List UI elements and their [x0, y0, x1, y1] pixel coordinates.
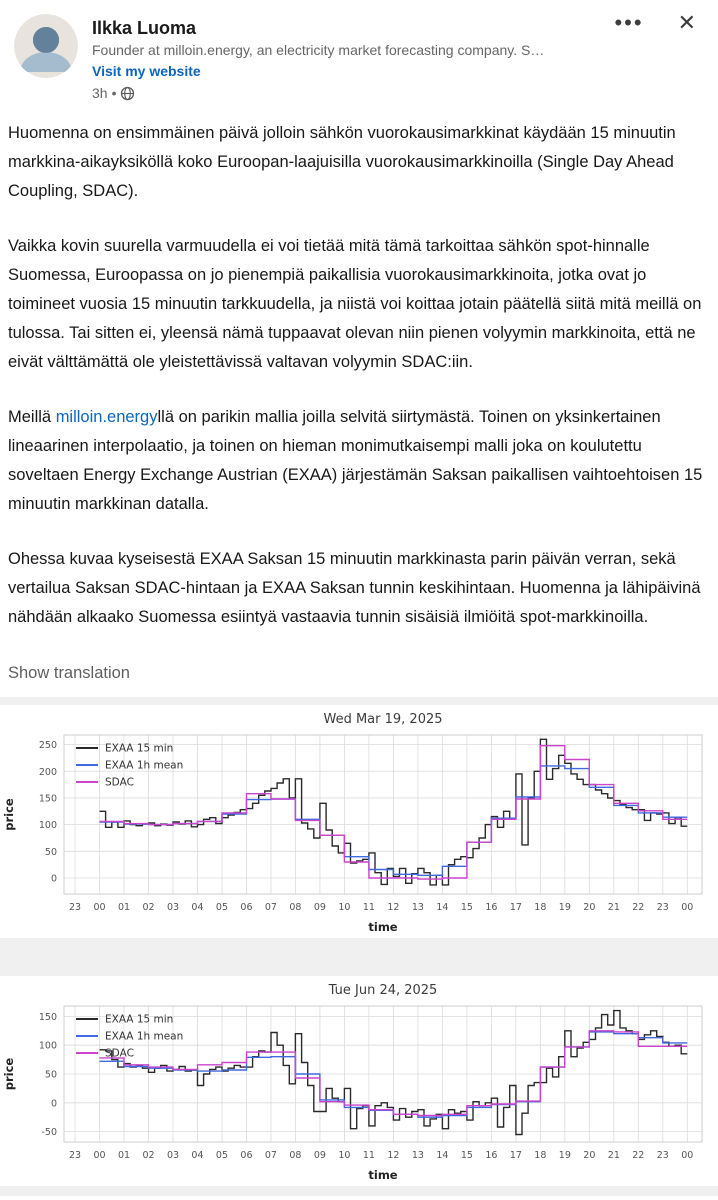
- post-age: 3h: [92, 85, 108, 102]
- svg-text:15: 15: [460, 901, 473, 913]
- show-translation-button[interactable]: Show translation: [8, 663, 130, 682]
- svg-text:0: 0: [50, 873, 57, 885]
- svg-text:150: 150: [38, 1011, 57, 1023]
- svg-text:12: 12: [387, 1149, 400, 1161]
- svg-text:20: 20: [583, 901, 596, 913]
- svg-text:11: 11: [362, 1149, 375, 1161]
- svg-text:03: 03: [166, 1149, 180, 1161]
- paragraph-1: Huomenna on ensimmäinen päivä jolloin sähkön vuorokausimarkkinat käydään 15 minuutin markkina-aikayksiköllä koko Euroopan-laajuisilla vuorokausimarkkinoilla (Single Day Ahead Coupling, SDAC).: [8, 123, 676, 200]
- paragraph-3: [8, 403, 708, 519]
- svg-text:12: 12: [387, 901, 400, 913]
- svg-text:15: 15: [460, 1149, 473, 1161]
- svg-text:Wed Mar 19, 2025: Wed Mar 19, 2025: [323, 711, 443, 727]
- author-name[interactable]: Ilkka Luoma: [92, 18, 197, 38]
- svg-text:02: 02: [142, 901, 155, 913]
- svg-text:08: 08: [289, 901, 302, 913]
- svg-text:50: 50: [44, 1069, 57, 1081]
- visit-website-link[interactable]: Visit my website: [92, 63, 201, 80]
- svg-text:21: 21: [607, 1149, 620, 1161]
- svg-text:EXAA 1h mean: EXAA 1h mean: [105, 759, 184, 772]
- svg-text:100: 100: [38, 819, 57, 831]
- chart-tue-jun-24[interactable]: [0, 976, 718, 1186]
- attachment-gap: [0, 1186, 718, 1196]
- svg-text:10: 10: [338, 901, 351, 913]
- svg-text:price: price: [2, 1057, 16, 1090]
- svg-text:150: 150: [38, 793, 57, 805]
- post-image-attachment: [0, 697, 718, 1196]
- svg-text:00: 00: [93, 1149, 106, 1161]
- post-body: [0, 105, 718, 632]
- svg-text:14: 14: [436, 901, 449, 913]
- svg-text:200: 200: [38, 766, 57, 778]
- svg-text:09: 09: [313, 1149, 326, 1161]
- svg-text:SDAC: SDAC: [105, 1047, 134, 1060]
- author-headline: Founder at milloin.energy, an electricity market forecasting company. S…: [92, 42, 545, 59]
- attachment-gap: [0, 697, 718, 705]
- svg-text:23: 23: [656, 1149, 669, 1161]
- svg-text:21: 21: [607, 901, 620, 913]
- paragraph-4: Ohessa kuvaa kyseisestä EXAA Saksan 15 minuutin markkinasta parin päivän verran, sekä vertailua Saksan SDAC-hintaan ja EXAA Saksan tunnin keskihintaan. Huomenna ja lähipäivinä nähdään alkaako Suomessa esiintyä vastaavia tunnin sisäisiä ilmiöitä spot-markkinoilla.: [8, 549, 701, 626]
- svg-text:20: 20: [583, 1149, 596, 1161]
- svg-text:100: 100: [38, 1040, 57, 1052]
- svg-text:-50: -50: [41, 1126, 57, 1138]
- svg-text:EXAA 15 min: EXAA 15 min: [105, 742, 174, 755]
- svg-text:18: 18: [534, 901, 547, 913]
- svg-text:16: 16: [485, 1149, 498, 1161]
- svg-text:23: 23: [656, 901, 669, 913]
- svg-text:SDAC: SDAC: [105, 776, 134, 789]
- svg-text:01: 01: [117, 901, 131, 913]
- svg-text:time: time: [368, 919, 398, 934]
- chart-wed-mar-19[interactable]: [0, 705, 718, 938]
- avatar[interactable]: [14, 14, 78, 78]
- price-chart-mar19: [0, 705, 718, 938]
- svg-text:02: 02: [142, 1149, 155, 1161]
- svg-text:05: 05: [215, 901, 229, 913]
- svg-text:22: 22: [632, 1149, 645, 1161]
- svg-text:17: 17: [509, 1149, 522, 1161]
- svg-text:17: 17: [509, 901, 522, 913]
- svg-text:05: 05: [215, 1149, 229, 1161]
- svg-text:09: 09: [313, 901, 326, 913]
- paragraph-3-rest: llä on parikin mallia joilla selvitä siirtymästä. Toinen on yksinkertainen lineaarinen interpolaatio, ja toinen on hieman monimutkaisempi malli joka on koulutettu soveltaen Energy Exchange Austrian (EXAA) järjestämän Saksan paikallisen vaihtoehtoisen 15 minuutin markkinan datalla.: [8, 407, 703, 513]
- milloin-energy-link[interactable]: milloin.energy: [55, 407, 158, 426]
- svg-text:07: 07: [264, 901, 277, 913]
- svg-text:250: 250: [38, 739, 57, 751]
- svg-text:13: 13: [411, 901, 424, 913]
- svg-text:time: time: [368, 1167, 398, 1182]
- svg-text:14: 14: [436, 1149, 449, 1161]
- paragraph-2: Vaikka kovin suurella varmuudella ei voi tietää mitä tämä tarkoittaa sähkön spot-hinnalle Suomessa, Euroopassa on jo pienempiä paikallisia vuorokausimarkkinoita, jotka ovat jo toimineet vuosia 15 minuutin tarkkuudella, ja niistä voi koittaa jotain päätellä siitä mitä meillä on tulossa. Tai sitten ei, yleensä nämä tuppaavat olevan niin pienen volyymin markkinoita, että ne eivät välttämättä ole yleistettävissä valtavan volyymin SDAC:iin.: [8, 236, 702, 371]
- svg-text:00: 00: [681, 901, 694, 913]
- paragraph-3-lead: Meillä: [8, 407, 56, 426]
- svg-text:19: 19: [558, 901, 571, 913]
- svg-text:11: 11: [362, 901, 375, 913]
- svg-text:08: 08: [289, 1149, 302, 1161]
- svg-text:00: 00: [93, 901, 106, 913]
- svg-text:04: 04: [191, 901, 204, 913]
- svg-text:0: 0: [50, 1098, 57, 1110]
- svg-text:16: 16: [485, 901, 498, 913]
- svg-text:22: 22: [632, 901, 645, 913]
- svg-text:19: 19: [558, 1149, 571, 1161]
- avatar-placeholder-icon: [14, 14, 78, 78]
- svg-text:EXAA 15 min: EXAA 15 min: [105, 1013, 174, 1026]
- svg-text:01: 01: [117, 1149, 131, 1161]
- attachment-gap: [0, 938, 718, 976]
- globe-icon: [120, 86, 135, 101]
- svg-text:04: 04: [191, 1149, 204, 1161]
- svg-text:13: 13: [411, 1149, 424, 1161]
- price-chart-jun24: [0, 976, 718, 1186]
- svg-text:10: 10: [338, 1149, 351, 1161]
- svg-text:23: 23: [68, 1149, 82, 1161]
- svg-text:Tue Jun 24, 2025: Tue Jun 24, 2025: [328, 982, 438, 998]
- svg-text:18: 18: [534, 1149, 547, 1161]
- dot-separator: •: [111, 85, 117, 102]
- svg-text:23: 23: [68, 901, 82, 913]
- svg-text:50: 50: [44, 846, 57, 858]
- svg-text:03: 03: [166, 901, 180, 913]
- svg-text:07: 07: [264, 1149, 277, 1161]
- post-header: [0, 0, 718, 105]
- svg-text:06: 06: [240, 901, 253, 913]
- svg-text:06: 06: [240, 1149, 253, 1161]
- svg-text:EXAA 1h mean: EXAA 1h mean: [105, 1030, 184, 1043]
- svg-text:price: price: [2, 797, 16, 831]
- svg-text:00: 00: [681, 1149, 694, 1161]
- close-icon[interactable]: ✕: [677, 10, 696, 35]
- overflow-menu-icon[interactable]: •••: [614, 10, 644, 35]
